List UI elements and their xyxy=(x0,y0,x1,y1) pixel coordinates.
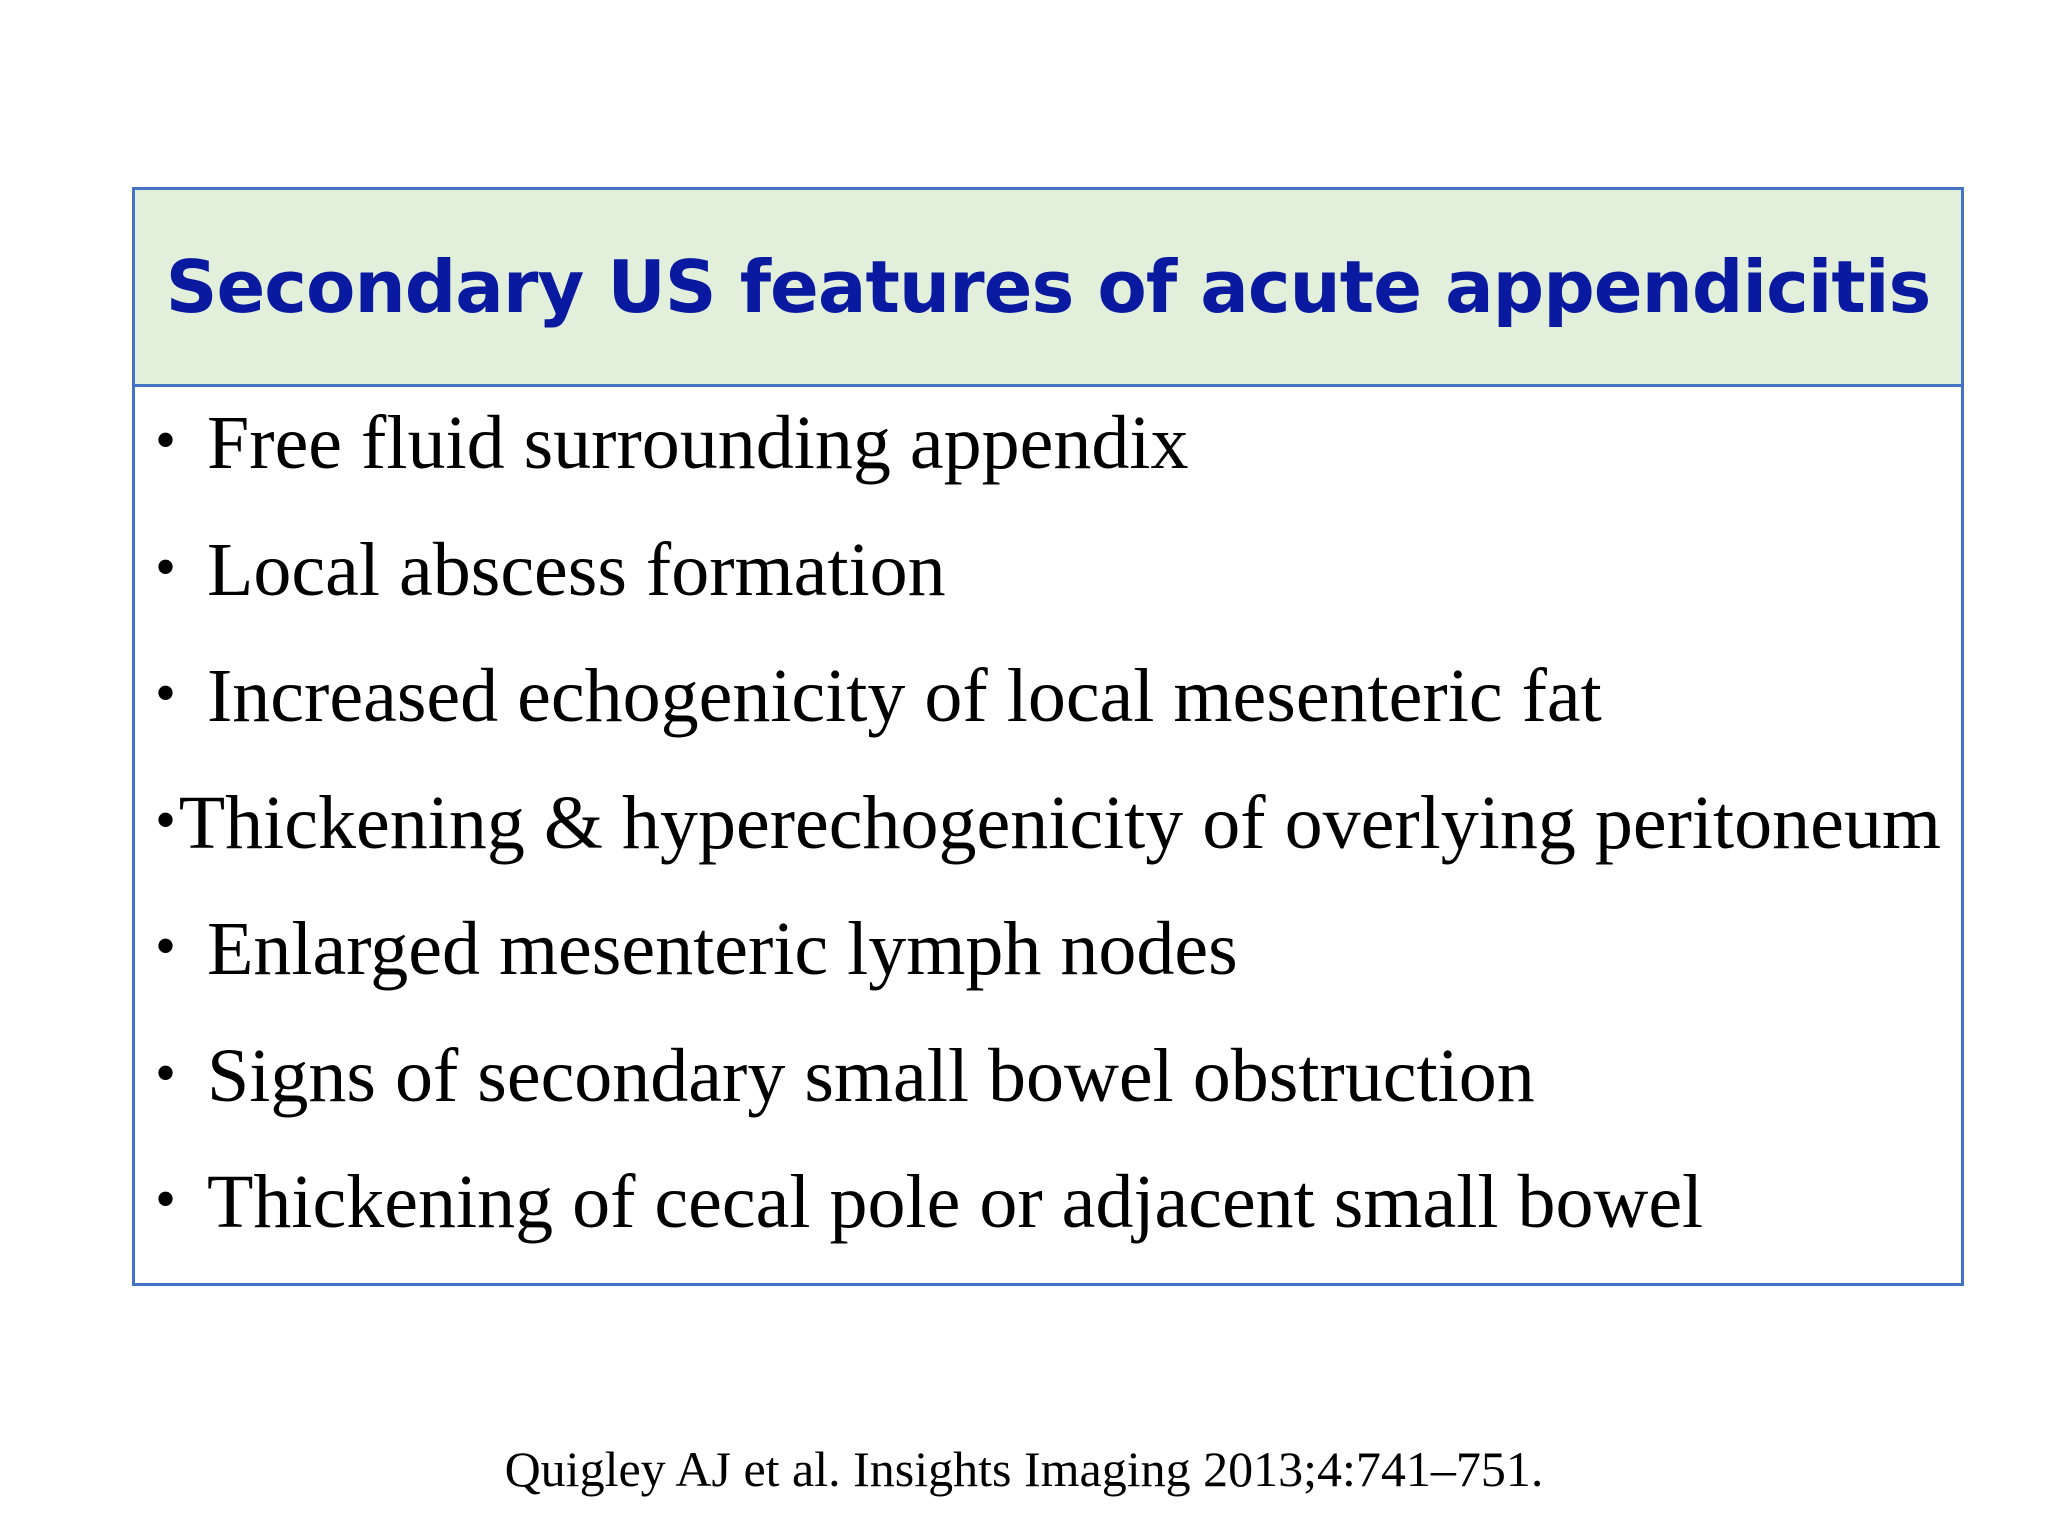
list-item-text: Enlarged mesenteric lymph nodes xyxy=(207,907,1238,991)
list-item xyxy=(155,653,1941,780)
bullet-icon: • xyxy=(155,407,177,473)
bullet-icon: • xyxy=(155,1039,177,1106)
list-item xyxy=(155,906,1941,1033)
bullet-icon: • xyxy=(155,660,177,726)
citation: Quigley AJ et al. Insights Imaging 2013;4:741–751. xyxy=(504,1441,1544,1497)
list-item-text: Signs of secondary small bowel obstruction xyxy=(207,1033,1535,1118)
bullet-icon: • xyxy=(155,786,177,853)
list-item-text: Free fluid surrounding appendix xyxy=(207,401,1189,485)
list-item xyxy=(155,400,1941,527)
list-item-text: Increased echogenicity of local mesenteric fat xyxy=(207,654,1602,738)
list-item-text: Thickening of cecal pole or adjacent small bowel xyxy=(207,1160,1704,1244)
list-item xyxy=(155,1033,1941,1160)
bullet-icon: • xyxy=(155,533,177,600)
box-header xyxy=(135,190,1961,387)
feature-box xyxy=(132,187,1964,1286)
list-item xyxy=(155,1159,1941,1286)
slide-title: Secondary US features of acute appendicitis xyxy=(165,245,1931,329)
bullet-icon: • xyxy=(155,913,177,979)
list-item xyxy=(155,780,1941,907)
list-item-text: Thickening & hyperechogenicity of overlying peritoneum xyxy=(178,780,1941,865)
bullet-icon: • xyxy=(155,1166,177,1232)
list-item xyxy=(155,527,1941,654)
list-item-text: Local abscess formation xyxy=(207,527,946,612)
feature-list xyxy=(155,400,1941,1286)
